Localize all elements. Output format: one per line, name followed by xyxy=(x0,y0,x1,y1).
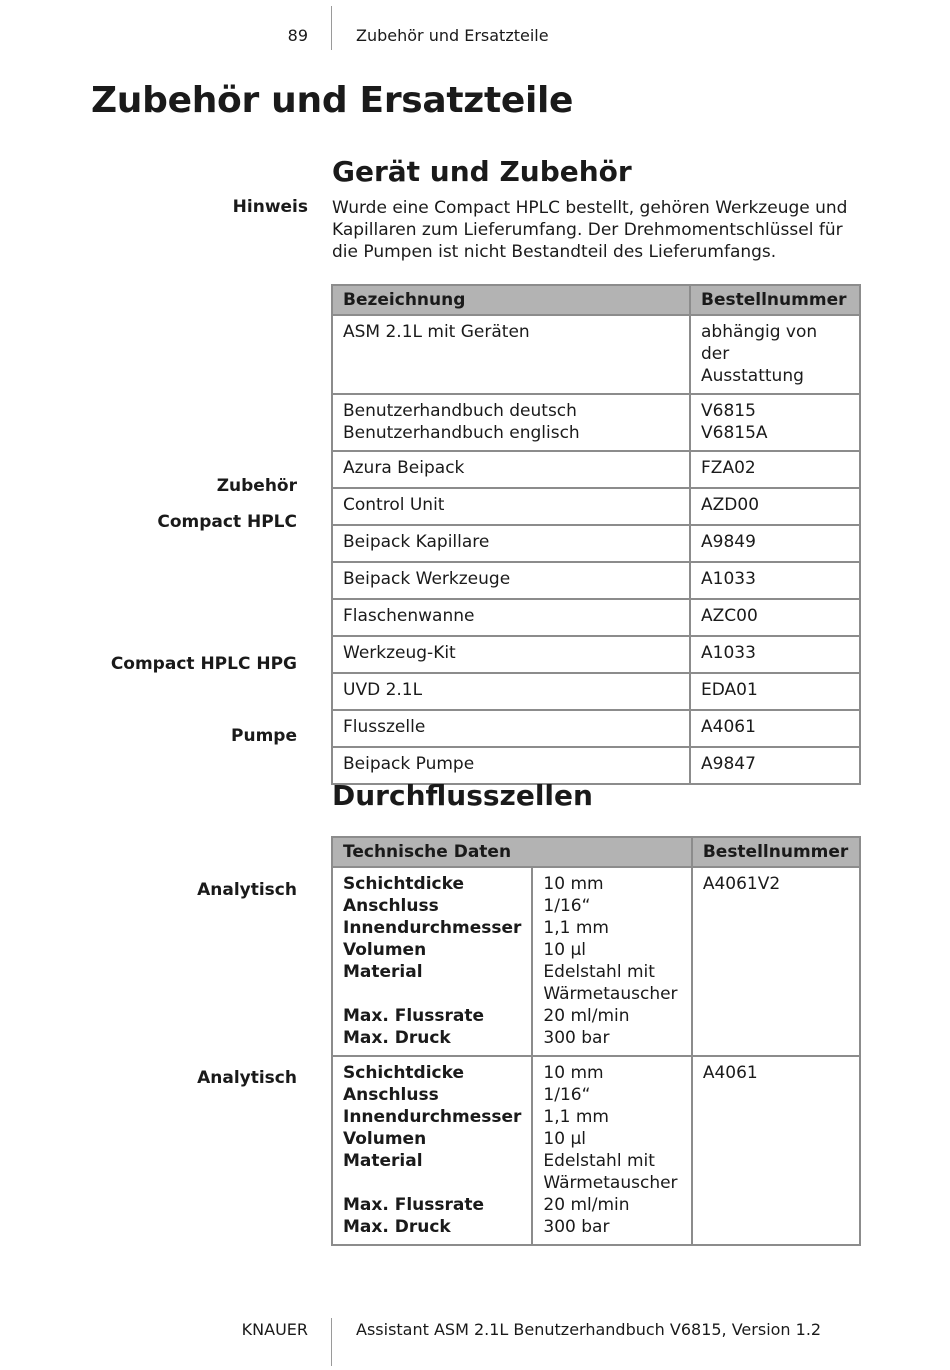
cell-line: Volumen xyxy=(343,1129,427,1149)
cell-line: Beipack Werkzeuge xyxy=(343,569,511,589)
cell-line: EDA01 xyxy=(701,680,758,700)
column-header-bestellnummer: Bestellnummer xyxy=(690,285,860,315)
cell-parameter-values xyxy=(532,867,691,1056)
cell-line: A1033 xyxy=(701,569,756,589)
table-row xyxy=(332,710,860,747)
cell-line: 10 µl xyxy=(543,940,586,960)
cell-bezeichnung xyxy=(332,525,690,562)
cell-line: Anschluss xyxy=(343,896,439,916)
cell-line: Ausstattung xyxy=(701,366,804,386)
cell-line: Material xyxy=(343,1151,423,1171)
cell-line: 20 ml/min xyxy=(543,1195,630,1215)
cell-line: A4061 xyxy=(701,717,756,737)
cell-bestellnummer xyxy=(690,562,860,599)
cell-bezeichnung xyxy=(332,315,690,394)
cell-bestellnummer xyxy=(690,525,860,562)
cell-line: Innendurchmesser xyxy=(343,918,522,938)
cell-bestellnummer xyxy=(690,747,860,784)
table-row xyxy=(332,525,860,562)
cell-line: 1/16“ xyxy=(543,896,591,916)
cell-line: Anschluss xyxy=(343,1085,439,1105)
table-row xyxy=(332,315,860,394)
side-label-zubehoer: Zubehör xyxy=(216,476,297,496)
cell-bestellnummer xyxy=(690,710,860,747)
table-row xyxy=(332,599,860,636)
table-header-row xyxy=(332,837,860,867)
page-number: 89 xyxy=(287,26,308,45)
cell-line: Benutzerhandbuch deutsch xyxy=(343,401,577,421)
cell-bestellnummer xyxy=(690,673,860,710)
cell-bestellnummer xyxy=(690,315,860,394)
table-row xyxy=(332,867,860,1056)
table-row xyxy=(332,673,860,710)
column-header-bezeichnung: Bezeichnung xyxy=(332,285,690,315)
cell-line: Max. Flussrate xyxy=(343,1195,485,1215)
table-row xyxy=(332,488,860,525)
cell-bestellnummer xyxy=(690,451,860,488)
cell-line: 1,1 mm xyxy=(543,918,609,938)
cell-line: V6815 xyxy=(701,401,756,421)
cell-bestellnummer xyxy=(690,488,860,525)
table-row xyxy=(332,1056,860,1245)
cell-line: 300 bar xyxy=(543,1028,610,1048)
side-label-compact-hplc-hpg: Compact HPLC HPG xyxy=(110,654,297,674)
cell-line: Wärmetauscher xyxy=(543,984,678,1004)
column-header-bestellnummer: Bestellnummer xyxy=(692,837,860,867)
side-label-pumpe: Pumpe xyxy=(231,726,297,746)
flow-cells-table xyxy=(331,836,861,1246)
cell-line: Beipack Kapillare xyxy=(343,532,490,552)
cell-line: Azura Beipack xyxy=(343,458,465,478)
side-label-compact-hplc: Compact HPLC xyxy=(157,512,297,532)
cell-bezeichnung xyxy=(332,451,690,488)
cell-line: 10 mm xyxy=(543,1063,604,1083)
cell-line: Edelstahl mit xyxy=(543,1151,655,1171)
cell-line: 1/16“ xyxy=(543,1085,591,1105)
table-row xyxy=(332,451,860,488)
cell-line: Material xyxy=(343,962,423,982)
cell-line: 10 µl xyxy=(543,1129,586,1149)
cell-bezeichnung xyxy=(332,599,690,636)
cell-line: Edelstahl mit xyxy=(543,962,655,982)
cell-line: UVD 2.1L xyxy=(343,680,423,700)
cell-line: Control Unit xyxy=(343,495,445,515)
cell-bestellnummer xyxy=(690,599,860,636)
cell-line: Werkzeug-Kit xyxy=(343,643,456,663)
cell-line: A1033 xyxy=(701,643,756,663)
cell-line: Max. Flussrate xyxy=(343,1006,485,1026)
side-label-analytisch-1: Analytisch xyxy=(197,880,297,900)
cell-bezeichnung xyxy=(332,394,690,451)
cell-line: Innendurchmesser xyxy=(343,1107,522,1127)
footer-document-title: Assistant ASM 2.1L Benutzerhandbuch V6815, Version 1.2 xyxy=(356,1320,822,1339)
cell-line: abhängig von der xyxy=(701,322,818,364)
cell-parameter-names xyxy=(332,1056,532,1245)
table-row xyxy=(332,636,860,673)
cell-line: Max. Druck xyxy=(343,1217,451,1237)
header-divider xyxy=(331,6,332,50)
cell-bezeichnung xyxy=(332,673,690,710)
cell-line: A9847 xyxy=(701,754,756,774)
cell-line: Benutzerhandbuch englisch xyxy=(343,423,580,443)
cell-line: Wärmetauscher xyxy=(543,1173,678,1193)
table-row xyxy=(332,394,860,451)
cell-line: Flusszelle xyxy=(343,717,426,737)
accessories-table xyxy=(331,284,861,785)
cell-line: Schichtdicke xyxy=(343,1063,465,1083)
cell-line: Schichtdicke xyxy=(343,874,465,894)
cell-bestellnummer: A4061 xyxy=(692,1056,860,1245)
cell-line: ASM 2.1L mit Geräten xyxy=(343,322,530,342)
cell-line: 20 ml/min xyxy=(543,1006,630,1026)
cell-line: AZD00 xyxy=(701,495,760,515)
cell-parameter-values xyxy=(532,1056,691,1245)
note-label: Hinweis xyxy=(232,197,308,217)
cell-line: V6815A xyxy=(701,423,768,443)
cell-parameter-names xyxy=(332,867,532,1056)
cell-line xyxy=(343,983,521,1005)
table-header-row xyxy=(332,285,860,315)
cell-bezeichnung xyxy=(332,562,690,599)
column-header-technische-daten: Technische Daten xyxy=(332,837,692,867)
cell-line: AZC00 xyxy=(701,606,758,626)
cell-line: A9849 xyxy=(701,532,756,552)
cell-bestellnummer: A4061V2 xyxy=(692,867,860,1056)
side-label-analytisch-2: Analytisch xyxy=(197,1068,297,1088)
section-heading-geraet: Gerät und Zubehör xyxy=(332,155,632,188)
running-header: Zubehör und Ersatzteile xyxy=(356,26,549,45)
cell-line: Flaschenwanne xyxy=(343,606,475,626)
cell-bezeichnung xyxy=(332,710,690,747)
footer-divider xyxy=(331,1318,332,1366)
cell-line: Max. Druck xyxy=(343,1028,451,1048)
page-title: Zubehör und Ersatzteile xyxy=(91,80,574,121)
cell-bezeichnung xyxy=(332,636,690,673)
cell-line: Beipack Pumpe xyxy=(343,754,475,774)
cell-line: FZA02 xyxy=(701,458,756,478)
cell-line: 300 bar xyxy=(543,1217,610,1237)
section-heading-durchflusszellen: Durchflusszellen xyxy=(332,779,593,812)
cell-line: 10 mm xyxy=(543,874,604,894)
note-text: Wurde eine Compact HPLC bestellt, gehören Werkzeuge und Kapillaren zum Lieferumfang. Der Drehmomentschlüssel für die Pumpen ist nicht Bestandteil des Lieferumfangs. xyxy=(332,198,848,262)
cell-bestellnummer xyxy=(690,394,860,451)
cell-bestellnummer xyxy=(690,636,860,673)
cell-bezeichnung xyxy=(332,488,690,525)
cell-line: 1,1 mm xyxy=(543,1107,609,1127)
footer-brand: KNAUER xyxy=(241,1320,308,1339)
cell-line xyxy=(343,1172,521,1194)
table-row xyxy=(332,562,860,599)
cell-line: Volumen xyxy=(343,940,427,960)
